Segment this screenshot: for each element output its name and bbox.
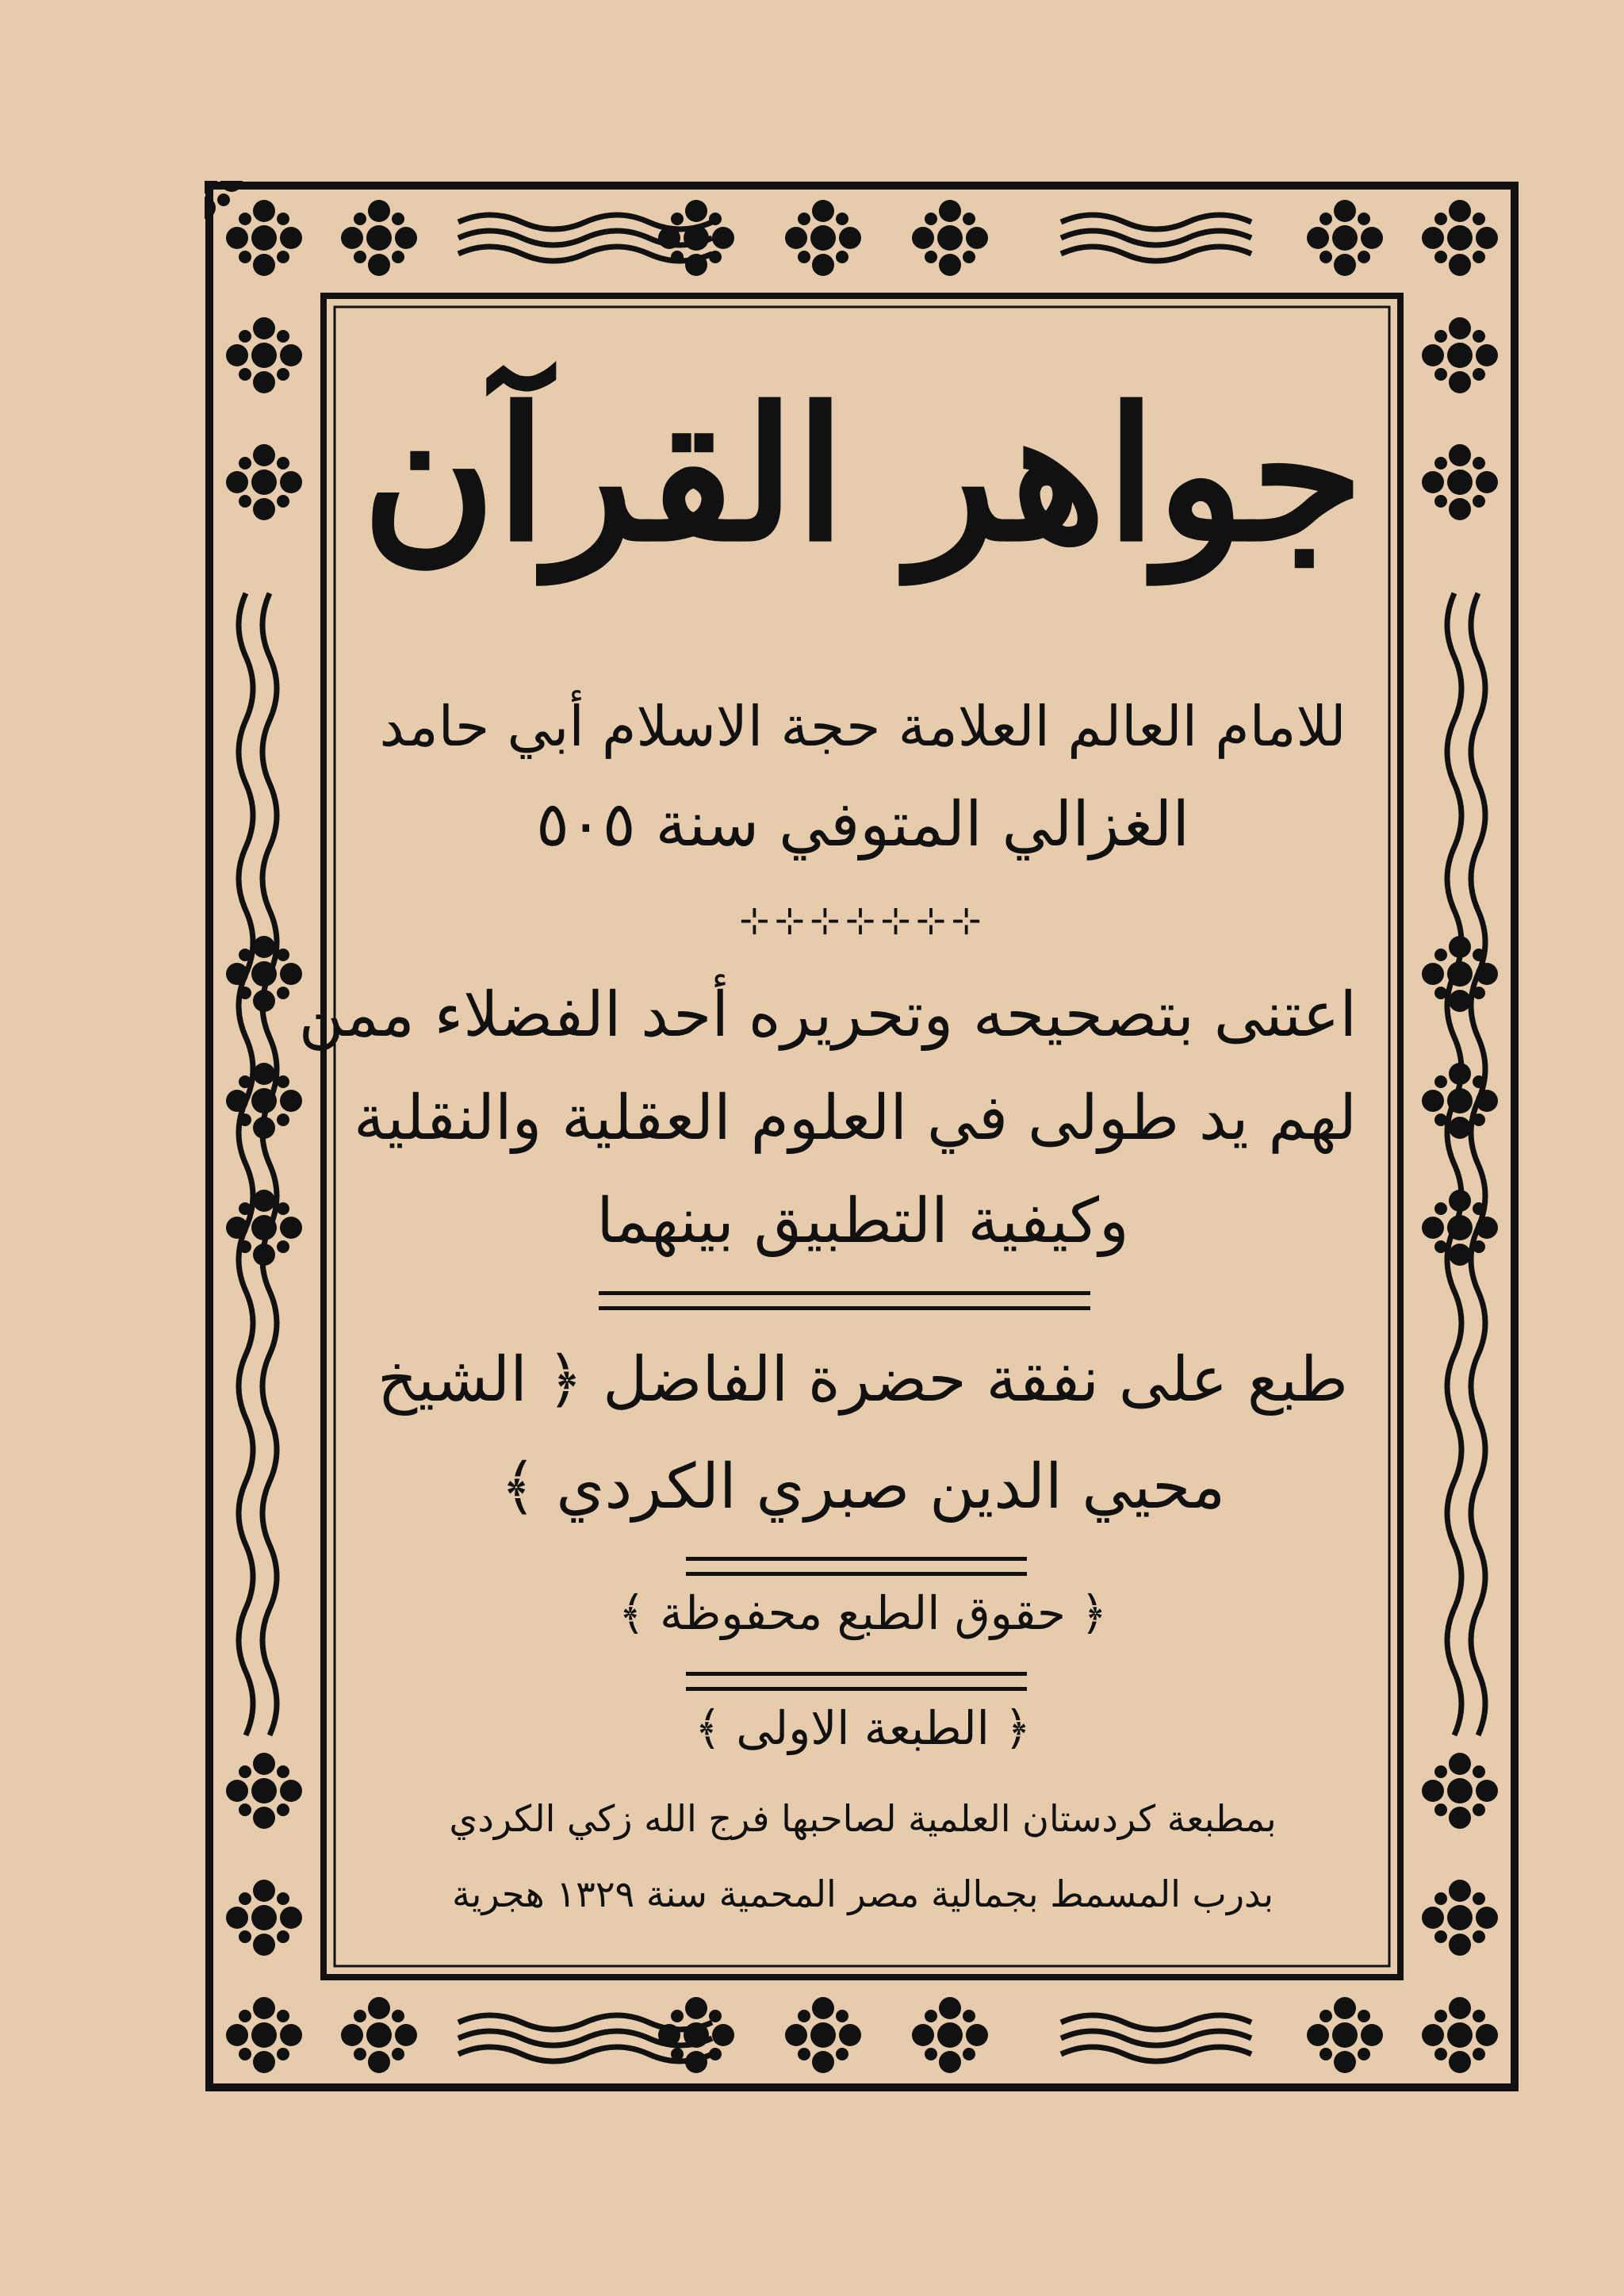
press-line-2: بدرب المسمط بجمالية مصر المحمية سنة ١٣٢٩ هجرية bbox=[451, 1872, 1274, 1915]
author-line-2: الغزالي المتوفي سنة ٥٠٥ bbox=[536, 789, 1189, 861]
title-panel bbox=[298, 300, 1388, 1973]
double-rule-1 bbox=[599, 1291, 1090, 1310]
press-line-1: بمطبعة كردستان العلمية لصاحبها فرج الله زكي الكردي bbox=[449, 1797, 1277, 1840]
editor-line-2: لهم يد طولى في العلوم العقلية والنقلية bbox=[354, 1083, 1357, 1154]
author-line-1: للامام العالم العلامة حجة الاسلام أبي حامد bbox=[379, 694, 1346, 759]
book-title: جواهر القرآن bbox=[362, 368, 1364, 582]
ornament-divider: ⊹⊹⊹⊹⊹⊹⊹ bbox=[739, 899, 986, 941]
edition-label: ﴿ الطبعة الاولى ﴾ bbox=[694, 1701, 1032, 1755]
publisher-line-2: محيي الدين صبري الكردي ﴾ bbox=[500, 1451, 1226, 1523]
editor-line-1: اعتنى بتصحيحه وتحريره أحد الفضلاء ممن bbox=[298, 979, 1357, 1051]
rights-notice: ﴿ حقوق الطبع محفوظة ﴾ bbox=[618, 1586, 1108, 1640]
editor-line-3: وكيفية التطبيق بينهما bbox=[596, 1186, 1129, 1257]
double-rule-2 bbox=[686, 1557, 1027, 1576]
double-rule-3 bbox=[686, 1672, 1027, 1691]
publisher-line-1: طبع على نفقة حضرة الفاضل ﴿ الشيخ bbox=[377, 1344, 1349, 1416]
